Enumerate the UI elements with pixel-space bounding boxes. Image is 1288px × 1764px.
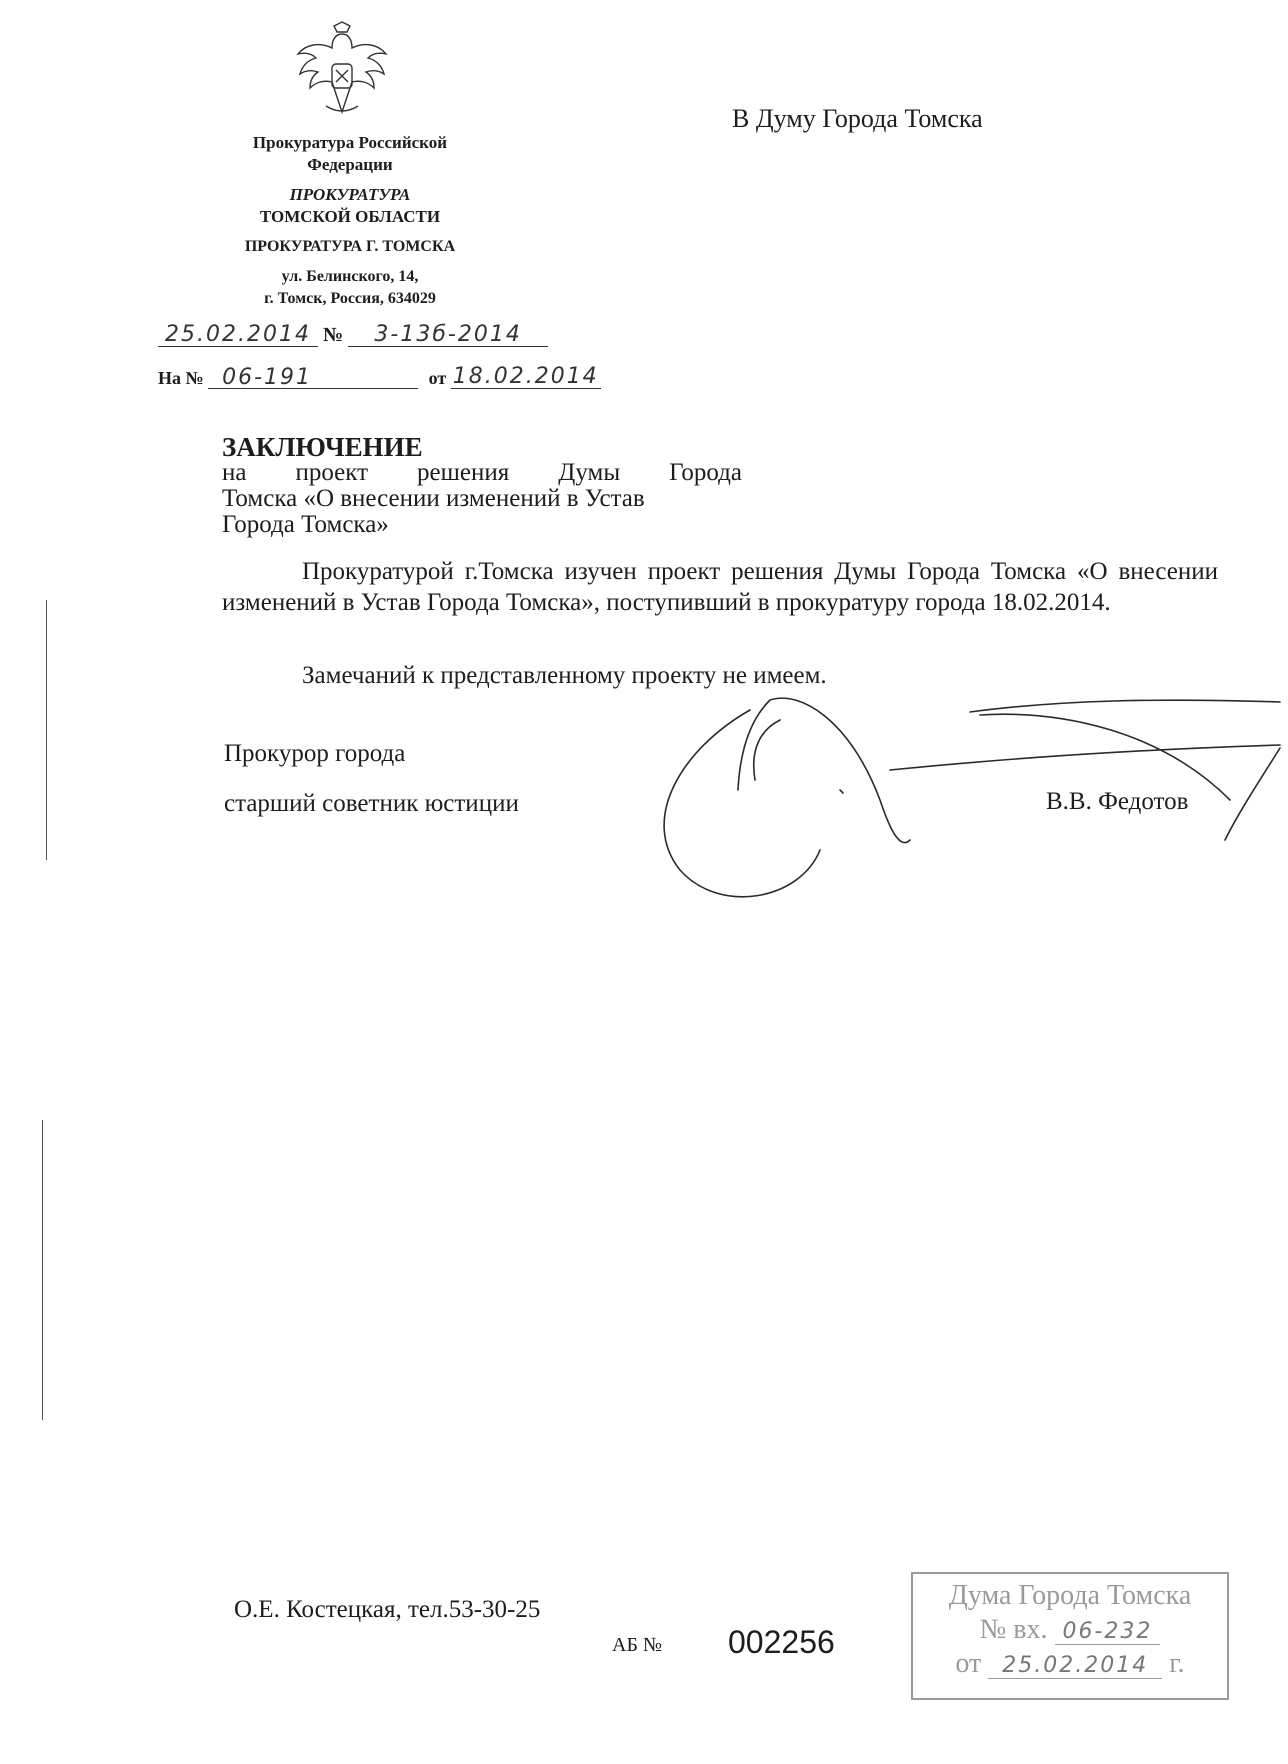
scan-edge-line [42,1120,43,1420]
scan-edge-line [46,600,47,860]
issuer-header [215,132,485,310]
stamp-from-label: от [955,1648,982,1679]
outgoing-registration [158,322,578,350]
stamp-in-label: № вх. [979,1614,1048,1645]
org-name: Федерации [307,155,393,174]
stamp-title: Дума Города Томска [948,1580,1192,1611]
org-name: Прокуратура Российской [252,133,448,152]
signer-position: Прокурор города [224,740,406,767]
from-label: от [428,368,447,388]
number-label: № [323,324,344,346]
title-line: на проект решения Думы Города [222,459,742,486]
reply-date: 18.02.2014 [451,364,601,389]
outgoing-date: 25.02.2014 [158,322,318,347]
incoming-stamp [911,1572,1229,1700]
title-line: Томска «О внесении изменений в Устав [222,485,645,512]
region-name: ПРОКУРАТУРА [289,185,411,204]
stamp-date: 25.02.2014 [988,1653,1162,1679]
ab-label: АБ № [612,1634,663,1656]
coat-of-arms-emblem [292,20,392,124]
body-paragraph: Прокуратурой г.Томска изучен проект решения Думы Города Томска «О внесении изменений в Устав Города Томска», поступивший в прокуратуру города 18.02.2014. [222,558,1218,616]
reply-registration [158,364,658,392]
stamp-date-row [913,1648,1227,1680]
stamp-suffix: г. [1169,1648,1185,1679]
outgoing-number: 3-13б-2014 [348,322,548,347]
signer-rank: старший советник юстиции [224,790,519,817]
title-line: Города Томска» [222,511,389,538]
signer-name: В.В. Федотов [1046,788,1189,815]
executor-contact: О.Е. Костецкая, тел.53-30-25 [234,1596,541,1623]
body-paragraph: Замечаний к представленному проекту не имеем. [302,662,827,689]
ab-number: 002256 [728,1624,835,1660]
document-title [222,434,742,538]
address: ул. Белинского, 14, [281,268,419,285]
region-name: ТОМСКОЙ ОБЛАСТИ [259,207,441,226]
stamp-in-number: 06-232 [1055,1619,1161,1645]
address: г. Томск, Россия, 634029 [264,290,436,307]
reply-label: На № [158,368,204,388]
city-prosecutor-name: ПРОКУРАТУРА Г. ТОМСКА [244,238,456,255]
recipient: В Думу Города Томска [732,104,983,133]
handwritten-signature [640,690,1288,910]
stamp-number-row [913,1614,1227,1646]
document-heading: ЗАКЛЮЧЕНИЕ [222,432,423,462]
reply-number: 06-191 [208,365,418,389]
